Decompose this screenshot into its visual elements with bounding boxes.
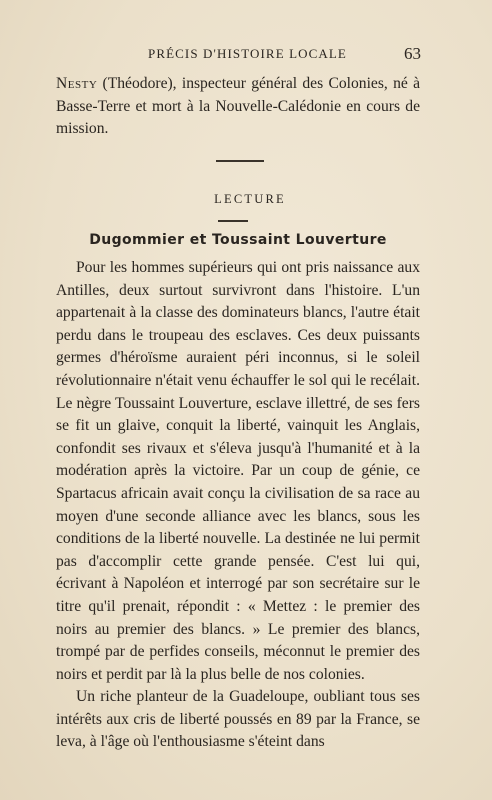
running-title: PRÉCIS D'HISTOIRE LOCALE — [148, 46, 347, 61]
divider-rule — [216, 160, 264, 162]
body-text — [56, 257, 420, 754]
paragraph: Pour les hommes supérieurs qui ont pris naissance aux Antilles, deux surtout survivront dans l'histoire. L'un appartenait à la classe des dominateurs blancs, l'autre était perdu dans le troupeau des esclaves. Ces deux puissants germes d'héroïsme auraient péri inconnus, si le soleil révolutionnaire n'était venu échauffer le sol qui le recélait. Le nègre Toussaint Louverture, esclave illettré, de ses fers se fit un glaive, conquit la liberté, vainquit les Anglais, confondit ses rivaux et s'éleva jusqu'à l'humanité et à la modération après la victoire. Par un coup de génie, ce Spartacus africain avait conçu la civilisation de sa race au moyen d'une seconde alliance avec les blancs, sous les conditions de la liberté nouvelle. La destinée ne lui permit pas d'accomplir cette grande pensée. C'est lui qui, écrivant à Napoléon et interrogé par son secrétaire sur le titre qu'il prenait, répondit : « Mettez : le premier des noirs au premier des blancs. » Le premier des blancs, trompé par de perfides conseils, méconnut le premier des noirs et perdit par là la plus belle de nos colonies. — [56, 259, 420, 683]
divider-rule — [218, 220, 248, 222]
page-number: 63 — [404, 44, 421, 63]
paragraph: Un riche planteur de la Guadeloupe, oubliant tous ses intérêts aux cris de liberté poussés en 89 par la France, se leva, à l'âge où l'enthousiasme s'éteint dans — [56, 688, 420, 751]
section-label: LECTURE — [214, 192, 286, 206]
biographical-note — [56, 73, 420, 141]
page-header — [0, 44, 492, 66]
note-name: Nesty — [56, 75, 98, 92]
essay-title: Dugommier et Toussaint Louverture — [89, 232, 387, 248]
note-text: (Théodore), inspecteur général des Colonies, né à Basse-Terre et mort à la Nouvelle-Calédonie en cours de mission. — [56, 75, 420, 138]
